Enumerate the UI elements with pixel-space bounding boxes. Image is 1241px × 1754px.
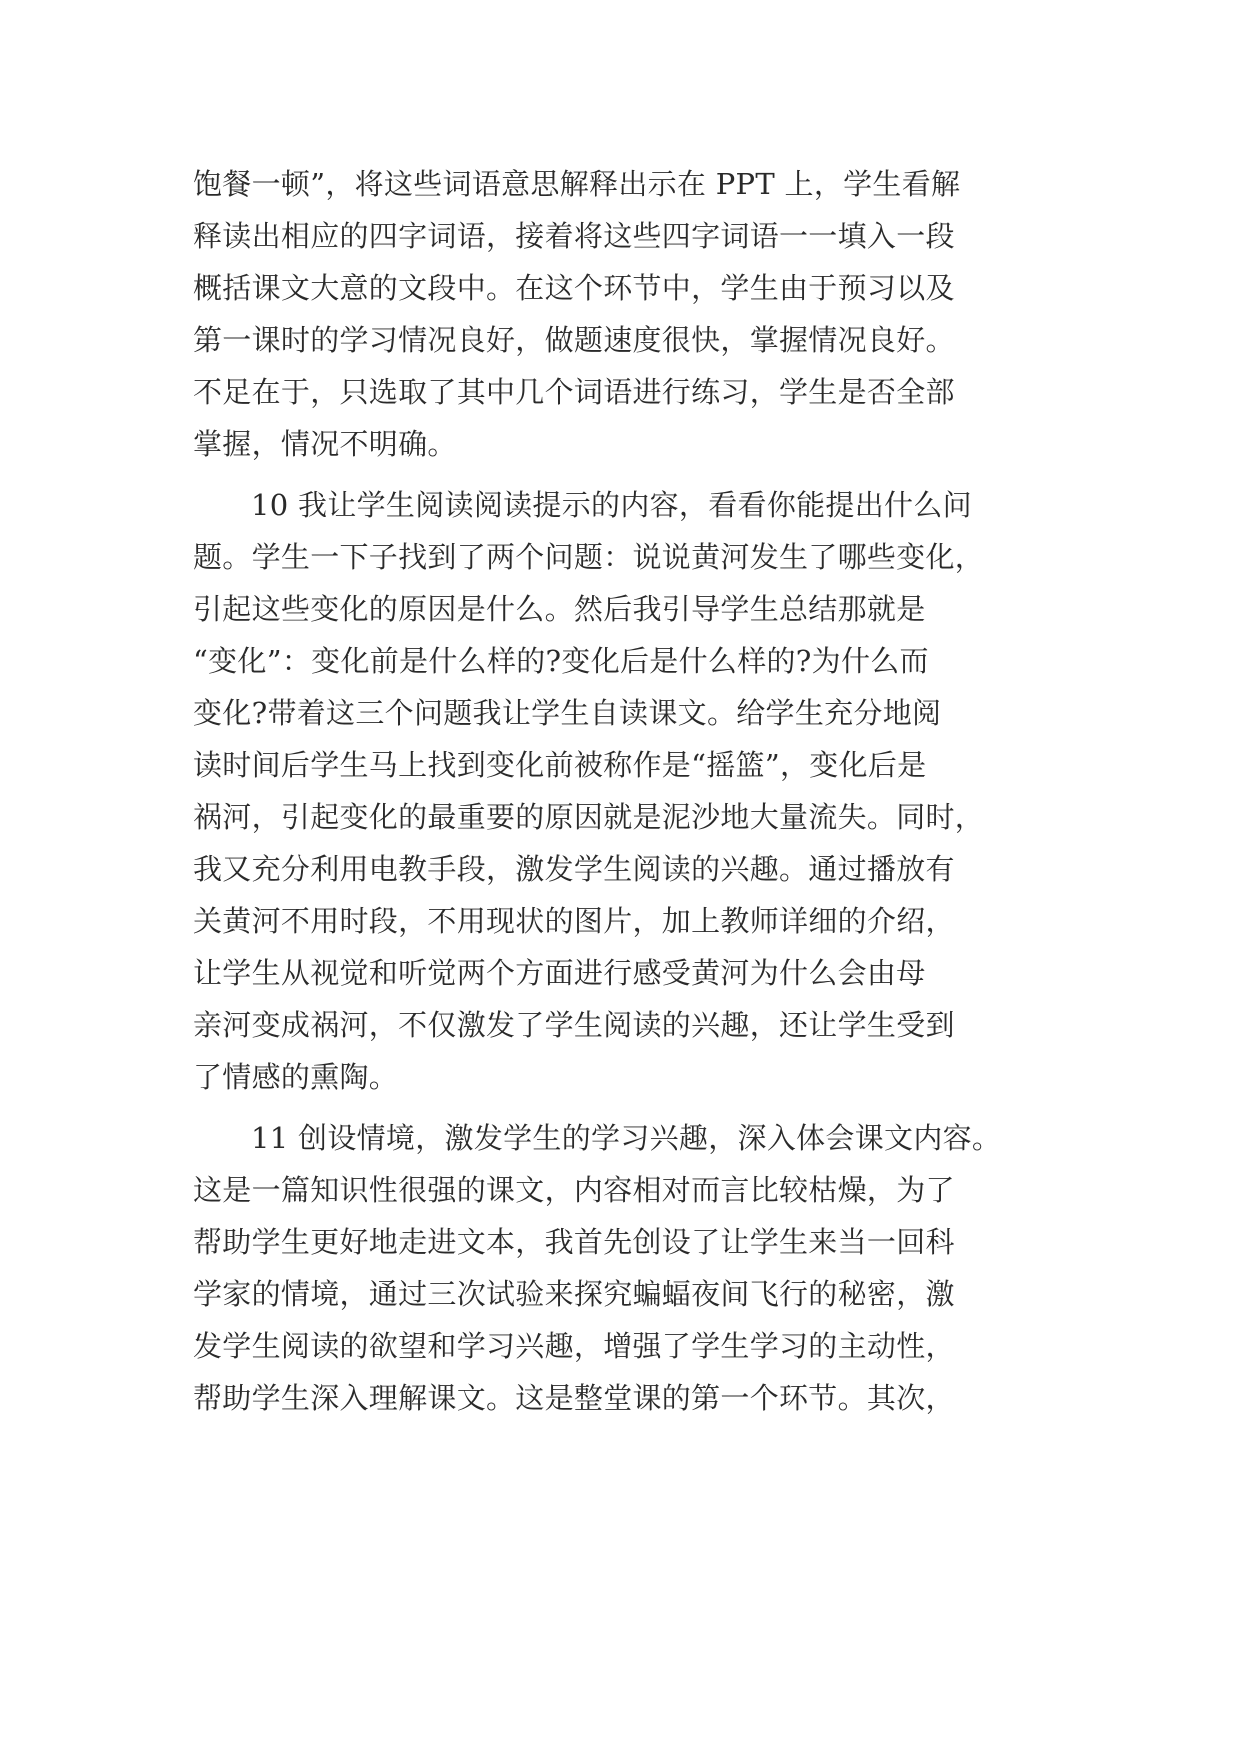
paragraph — [193, 479, 1063, 1103]
paragraph — [193, 1112, 1063, 1424]
text-line: 这是一篇知识性很强的课文，内容相对而言比较枯燥，为了 — [193, 1173, 955, 1207]
text-line: 不足在于，只选取了其中几个词语进行练习，学生是否全部 — [193, 375, 955, 409]
text-line: 第一课时的学习情况良好，做题速度很快，掌握情况良好。 — [193, 323, 955, 357]
document-body — [193, 158, 1063, 1424]
text-line: 我又充分利用电教手段，激发学生阅读的兴趣。通过播放有 — [193, 852, 955, 886]
text-line: 祸河，引起变化的最重要的原因就是泥沙地大量流失。同时， — [193, 800, 985, 834]
text-line: 11 创设情境，激发学生的学习兴趣，深入体会课文内容。 — [251, 1121, 1002, 1155]
text-line: 引起这些变化的原因是什么。然后我引导学生总结那就是 — [193, 592, 926, 626]
text-line: 了情感的熏陶。 — [193, 1060, 399, 1094]
text-line: 让学生从视觉和听觉两个方面进行感受黄河为什么会由母 — [193, 956, 926, 990]
text-line: 关黄河不用时段，不用现状的图片，加上教师详细的介绍， — [193, 904, 955, 938]
text-line: 帮助学生更好地走进文本，我首先创设了让学生来当一回科 — [193, 1225, 955, 1259]
text-line: 变化?带着这三个问题我让学生自读课文。给学生充分地阅 — [193, 696, 942, 730]
text-line: 帮助学生深入理解课文。这是整堂课的第一个环节。其次， — [193, 1381, 955, 1415]
text-line: 读时间后学生马上找到变化前被称作是“摇篮”，变化后是 — [193, 748, 927, 782]
text-line: “变化”：变化前是什么样的?变化后是什么样的?为什么而 — [193, 644, 929, 678]
text-line: 发学生阅读的欲望和学习兴趣，增强了学生学习的主动性， — [193, 1329, 955, 1363]
text-line: 10 我让学生阅读阅读提示的内容，看看你能提出什么问 — [251, 488, 972, 522]
paragraph — [193, 158, 1063, 470]
text-line: 学家的情境，通过三次试验来探究蝙蝠夜间飞行的秘密，激 — [193, 1277, 955, 1311]
text-line: 题。学生一下子找到了两个问题：说说黄河发生了哪些变化， — [193, 540, 985, 574]
text-line: 释读出相应的四字词语，接着将这些四字词语一一填入一段 — [193, 219, 955, 253]
text-line: 概括课文大意的文段中。在这个环节中，学生由于预习以及 — [193, 271, 955, 305]
text-line: 饱餐一顿”，将这些词语意思解释出示在 PPT 上，学生看解 — [193, 167, 961, 201]
text-line: 掌握，情况不明确。 — [193, 427, 457, 461]
text-line: 亲河变成祸河，不仅激发了学生阅读的兴趣，还让学生受到 — [193, 1008, 955, 1042]
